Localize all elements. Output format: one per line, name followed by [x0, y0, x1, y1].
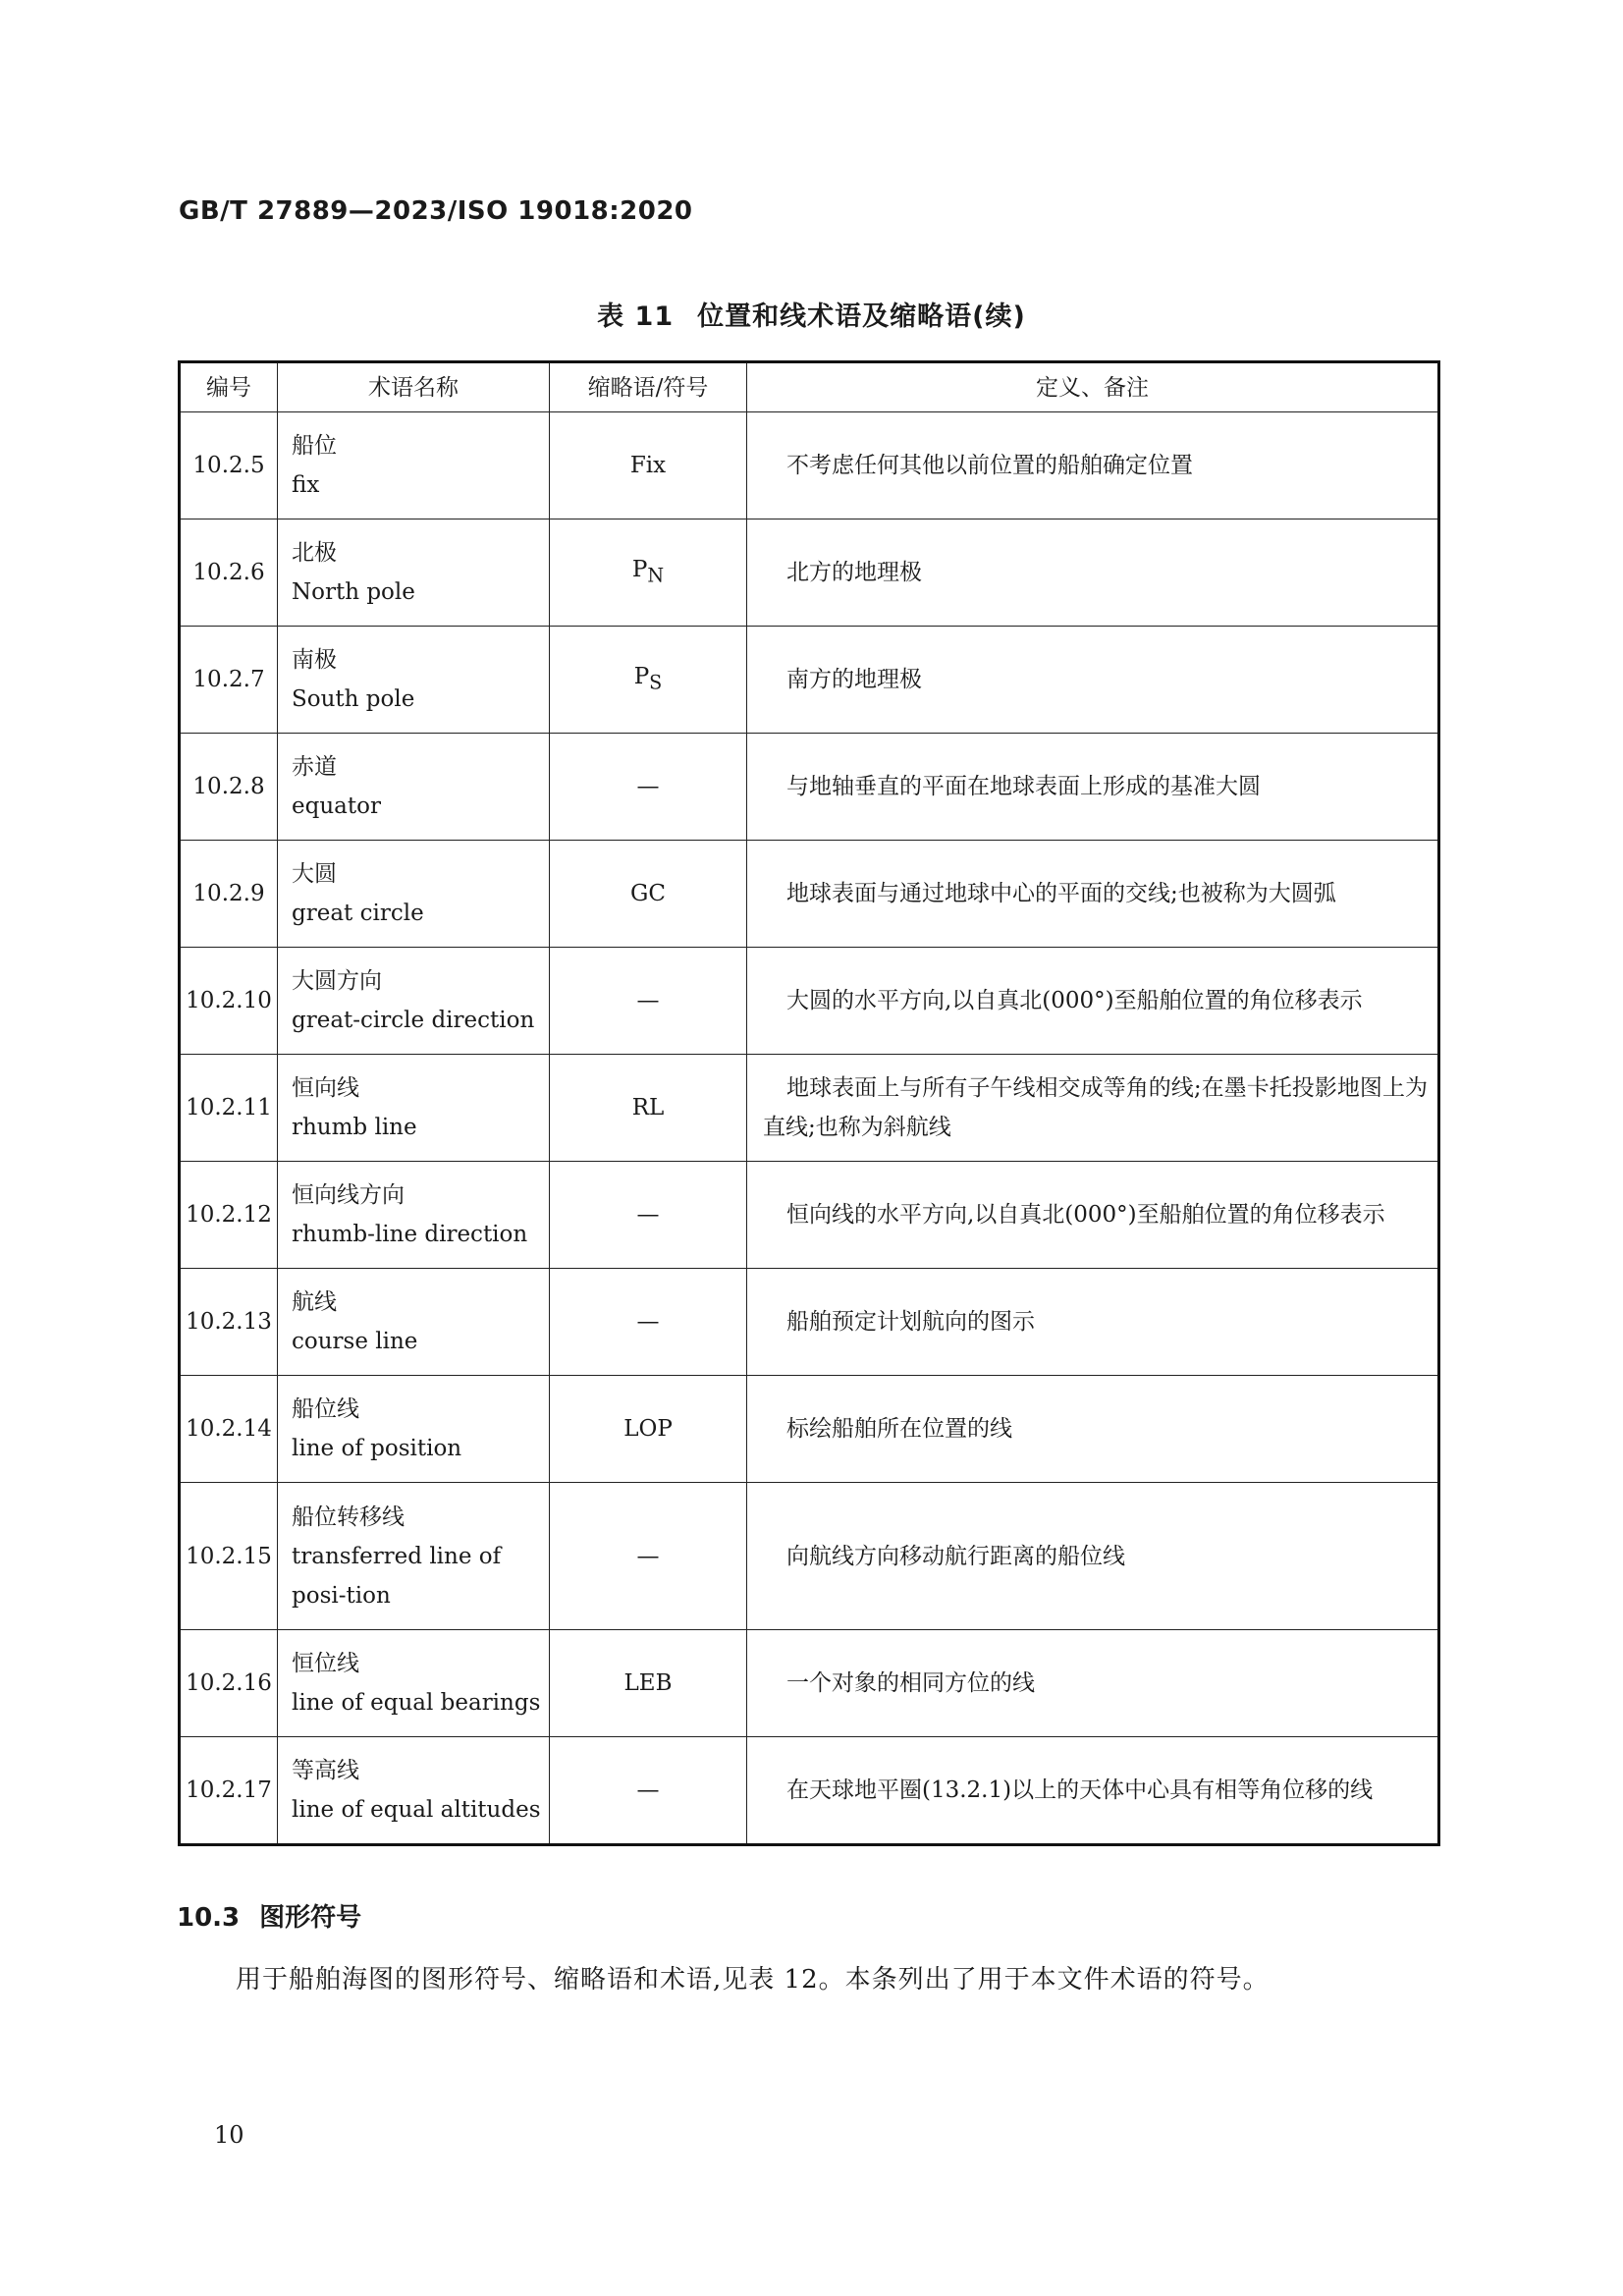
term-abbreviation: — [550, 948, 747, 1055]
term-abbreviation: — [550, 734, 747, 841]
term-abbreviation: — [550, 1269, 747, 1376]
table-row [180, 1376, 1439, 1483]
term-number: 10.2.10 [180, 948, 278, 1055]
table-header-row [180, 362, 1439, 412]
column-header-term: 术语名称 [278, 362, 550, 412]
term-name-en: transferred line of posi-tion [292, 1543, 502, 1609]
table-number: 表 11 [597, 301, 675, 332]
term-definition [747, 841, 1439, 948]
column-header-definition: 定义、备注 [747, 362, 1439, 412]
term-abbreviation: — [550, 1737, 747, 1845]
table-row [180, 841, 1439, 948]
term-name [278, 1630, 550, 1737]
table-row [180, 948, 1439, 1055]
term-name [278, 948, 550, 1055]
term-name-en: line of equal bearings [292, 1690, 541, 1716]
term-name-en: North pole [292, 579, 415, 605]
term-name-en: rhumb-line direction [292, 1222, 528, 1247]
term-number: 10.2.17 [180, 1737, 278, 1845]
term-definition [747, 627, 1439, 734]
term-name-zh: 赤道 [292, 754, 337, 780]
term-definition [747, 1055, 1439, 1162]
term-definition [747, 948, 1439, 1055]
term-number: 10.2.13 [180, 1269, 278, 1376]
term-definition [747, 1269, 1439, 1376]
term-name-en: rhumb line [292, 1115, 417, 1140]
term-definition-text: 大圆的水平方向,以自真北(000°)至船舶位置的角位移表示 [786, 988, 1363, 1013]
term-abbreviation: — [550, 1162, 747, 1269]
term-name-en: fix [292, 472, 320, 498]
term-abbreviation: LOP [550, 1376, 747, 1483]
section-title: 图形符号 [259, 1903, 362, 1933]
term-name-en: course line [292, 1329, 418, 1354]
term-name-zh: 北极 [292, 540, 337, 566]
table-row [180, 627, 1439, 734]
term-name-zh: 恒向线 [292, 1075, 359, 1101]
term-definition-text: 与地轴垂直的平面在地球表面上形成的基准大圆 [786, 774, 1261, 799]
table-title: 位置和线术语及缩略语(续) [697, 301, 1026, 332]
section-heading [177, 1897, 361, 1934]
term-number: 10.2.14 [180, 1376, 278, 1483]
term-definition-text: 地球表面与通过地球中心的平面的交线;也被称为大圆弧 [786, 881, 1336, 906]
term-name-zh: 南极 [292, 647, 337, 673]
term-definition [747, 519, 1439, 627]
term-abbreviation: RL [550, 1055, 747, 1162]
term-definition [747, 734, 1439, 841]
term-abbreviation: GC [550, 841, 747, 948]
section-paragraph: 用于船舶海图的图形符号、缩略语和术语,见表 12。本条列出了用于本文件术语的符号。 [236, 1965, 1270, 1995]
term-number: 10.2.11 [180, 1055, 278, 1162]
term-name [278, 627, 550, 734]
symbol-base: P [633, 663, 650, 689]
term-name-zh: 等高线 [292, 1758, 359, 1783]
term-name-en: line of position [292, 1436, 462, 1461]
column-header-number: 编号 [180, 362, 278, 412]
term-number: 10.2.6 [180, 519, 278, 627]
term-abbreviation: — [550, 1483, 747, 1630]
table-row [180, 1269, 1439, 1376]
term-definition [747, 1737, 1439, 1845]
term-name-zh: 航线 [292, 1289, 337, 1315]
section-number: 10.3 [177, 1903, 241, 1933]
term-name [278, 412, 550, 519]
term-number: 10.2.7 [180, 627, 278, 734]
term-name-zh: 船位转移线 [292, 1503, 405, 1530]
term-definition-text: 地球表面上与所有子午线相交成等角的线;在墨卡托投影地图上为直线;也称为斜航线 [763, 1075, 1428, 1140]
term-name-zh: 恒向线方向 [292, 1182, 405, 1208]
table-row [180, 412, 1439, 519]
term-name [278, 1737, 550, 1845]
term-name [278, 519, 550, 627]
standard-code: GB/T 27889—2023/ISO 19018:2020 [179, 196, 693, 226]
page-number: 10 [214, 2121, 244, 2149]
term-name [278, 1376, 550, 1483]
term-definition [747, 412, 1439, 519]
column-header-abbreviation: 缩略语/符号 [550, 362, 747, 412]
term-abbreviation [550, 627, 747, 734]
term-name [278, 1055, 550, 1162]
term-name-zh: 船位线 [292, 1396, 359, 1422]
term-definition [747, 1376, 1439, 1483]
term-name-en: equator [292, 793, 381, 819]
term-definition-text: 不考虑任何其他以前位置的船舶确定位置 [786, 453, 1193, 478]
term-name [278, 1162, 550, 1269]
term-abbreviation: Fix [550, 412, 747, 519]
term-definition-text: 向航线方向移动航行距离的船位线 [786, 1543, 1125, 1569]
term-name-en: line of equal altitudes [292, 1797, 541, 1823]
table-row [180, 1055, 1439, 1162]
term-definition-text: 一个对象的相同方位的线 [786, 1670, 1035, 1696]
table-row [180, 519, 1439, 627]
term-number: 10.2.16 [180, 1630, 278, 1737]
term-name-zh: 大圆方向 [292, 968, 382, 994]
table-caption [0, 295, 1623, 333]
table-row [180, 1162, 1439, 1269]
term-number: 10.2.8 [180, 734, 278, 841]
term-definition-text: 在天球地平圈(13.2.1)以上的天体中心具有相等角位移的线 [786, 1777, 1374, 1803]
term-name [278, 841, 550, 948]
table-row [180, 1737, 1439, 1845]
term-number: 10.2.12 [180, 1162, 278, 1269]
terms-table [178, 360, 1440, 1846]
term-number: 10.2.5 [180, 412, 278, 519]
term-number: 10.2.15 [180, 1483, 278, 1630]
symbol-base: P [631, 556, 648, 582]
term-definition [747, 1162, 1439, 1269]
term-definition [747, 1630, 1439, 1737]
term-name-en: South pole [292, 686, 415, 712]
table-row [180, 734, 1439, 841]
term-definition-text: 恒向线的水平方向,以自真北(000°)至船舶位置的角位移表示 [786, 1202, 1385, 1228]
term-definition-text: 北方的地理极 [786, 560, 922, 585]
term-abbreviation: LEB [550, 1630, 747, 1737]
term-name [278, 734, 550, 841]
term-definition-text: 南方的地理极 [786, 667, 922, 692]
term-name-zh: 恒位线 [292, 1651, 359, 1676]
table-row [180, 1630, 1439, 1737]
term-name [278, 1269, 550, 1376]
symbol-subscript: S [649, 671, 663, 694]
term-abbreviation [550, 519, 747, 627]
term-name-en: great circle [292, 901, 424, 926]
term-definition-text: 标绘船舶所在位置的线 [786, 1416, 1012, 1442]
term-name-zh: 船位 [292, 433, 337, 459]
term-name [278, 1483, 550, 1630]
table-row [180, 1483, 1439, 1630]
term-definition [747, 1483, 1439, 1630]
symbol-subscript: N [647, 564, 665, 587]
term-definition-text: 船舶预定计划航向的图示 [786, 1309, 1035, 1335]
term-name-en: great-circle direction [292, 1008, 535, 1033]
term-number: 10.2.9 [180, 841, 278, 948]
term-name-zh: 大圆 [292, 861, 337, 887]
